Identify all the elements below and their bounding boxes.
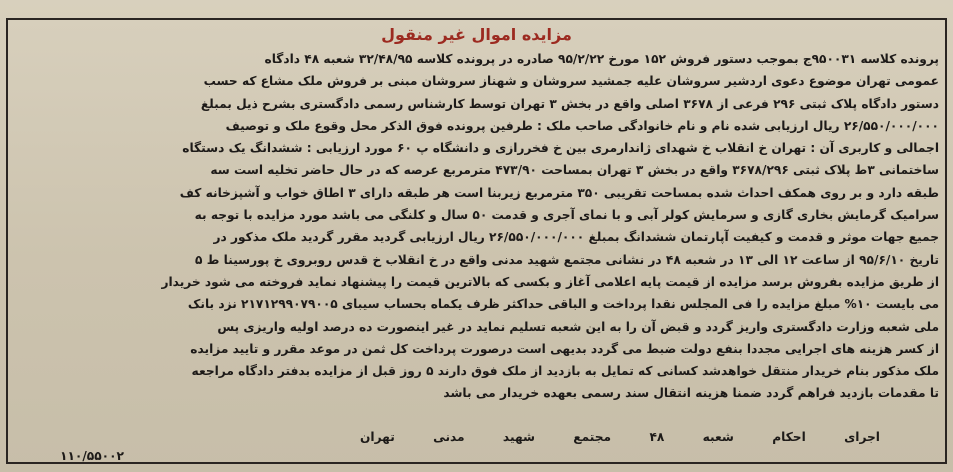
notice-title: مزایده اموال غیر منقول	[381, 25, 572, 44]
notice-line: ۲۶/۵۵۰/۰۰۰/۰۰۰ ریال ارزیابی شده نام و نام خانوادگی صاحب ملک : طرفین پرونده فوق الذکر محل وقوع ملک و توصیف	[225, 118, 939, 133]
notice-line: پرونده کلاسه ۹۵۰۰۳۱ج بموجب دستور فروش ۱۵۲ مورخ ۹۵/۲/۲۲ صادره در پرونده کلاسه ۳۲/۴۸/۹۵ شعبه ۴۸ دادگاه	[264, 52, 939, 66]
notice-line: اجمالی و کاربری آن : تهران خ انقلاب خ شهدای ژاندارمری بین خ فخررازی و دانشگاه پ ۶۰ مورد ارزیابی : ششدانگ یک دستگاه	[182, 141, 939, 156]
reference-number: ۱۱۰/۵۵۰۰۲	[60, 449, 124, 463]
notice-line: می بایست ۱۰% مبلغ مزایده را فی المجلس نقدا پرداخت و الباقی حداکثر ظرف یکماه بحساب سیبای ۲۱۷۱۲۹۹۰۷۹۰۰۵ نزد بانک	[187, 297, 939, 312]
notice-line: تا مقدمات بازدید فراهم گردد ضمنا هزینه انتقال سند رسمی بعهده خریدار می باشد	[443, 386, 939, 401]
notice-line: از کسر هزینه های اجرایی مجددا بنفع دولت ضبط می گردد بدیهی است درصورت پرداخت کل ثمن در موعد مقرر و تایید مزایده	[190, 341, 939, 356]
notice-line: تاریخ ۹۵/۶/۱۰ از ساعت ۱۲ الی ۱۳ در شعبه ۴۸ در نشانی مجتمع شهید مدنی واقع در خ انقلاب خ قدس روبروی خ پورسینا ط ۵	[195, 252, 939, 267]
notice-line: ساختمانی ۳ط پلاک ثبتی ۳۶۷۸/۲۹۶ واقع در بخش ۳ تهران بمساحت ۴۷۳/۹۰ مترمربع عرصه که در حال حاضر تخلیه است سه	[210, 163, 939, 178]
notice-line: از طریق مزایده بفروش برسد مزایده از قیمت پایه اعلامی آغاز و بکسی که بالاترین قیمت را پیشنهاد نماید فروخته می شود خریدار	[161, 274, 939, 289]
issuer-signature: اجرای احکام شعبه ۴۸ مجتمع شهید مدنی تهران	[360, 430, 880, 444]
notice-line: سرامیک گرمایش بخاری گازی و سرمایش کولر آبی و با نمای آجری و قدمت ۵۰ سال و کلنگی می باشد مورد مزایده با توجه به	[194, 208, 939, 223]
notice-line: طبقه دارد و بر روی همکف احداث شده بمساحت تقریبی ۳۵۰ مترمربع زیربنا است هر طبقه دارای ۳ اطاق خواب و آشپزخانه کف	[179, 185, 939, 200]
notice-line: ملی شعبه وزارت دادگستری واریز گردد و قبض آن را به این شعبه تسلیم نماید در غیر اینصورت ده درصد اولیه واریزی پس	[217, 319, 939, 334]
notice-line: دستور دادگاه پلاک ثبتی ۲۹۶ فرعی از ۳۶۷۸ اصلی واقع در بخش ۳ تهران توسط کارشناس رسمی دادگستری بشرح ذیل بمبلغ	[200, 96, 939, 111]
notice-line: عمومی تهران موضوع دعوی اردشیر سروشان علیه جمشید سروشان و شهناز سروشان مبنی بر فروش ملک مشاع که حسب	[203, 74, 939, 89]
notice-line: ملک مذکور بنام خریدار منتقل خواهدشد کسانی که تمایل به بازدید از ملک فوق دارند ۵ روز قبل از مزایده بدفتر دادگاه مراجعه	[191, 364, 939, 379]
notice-line: جمیع جهات موثر و قدمت و کیفیت آپارتمان ششدانگ بمبلغ ۲۶/۵۵۰/۰۰۰/۰۰۰ ریال ارزیابی گردید مقرر گردید ملک مذکور در	[213, 230, 939, 245]
notice-body	[14, 48, 939, 405]
